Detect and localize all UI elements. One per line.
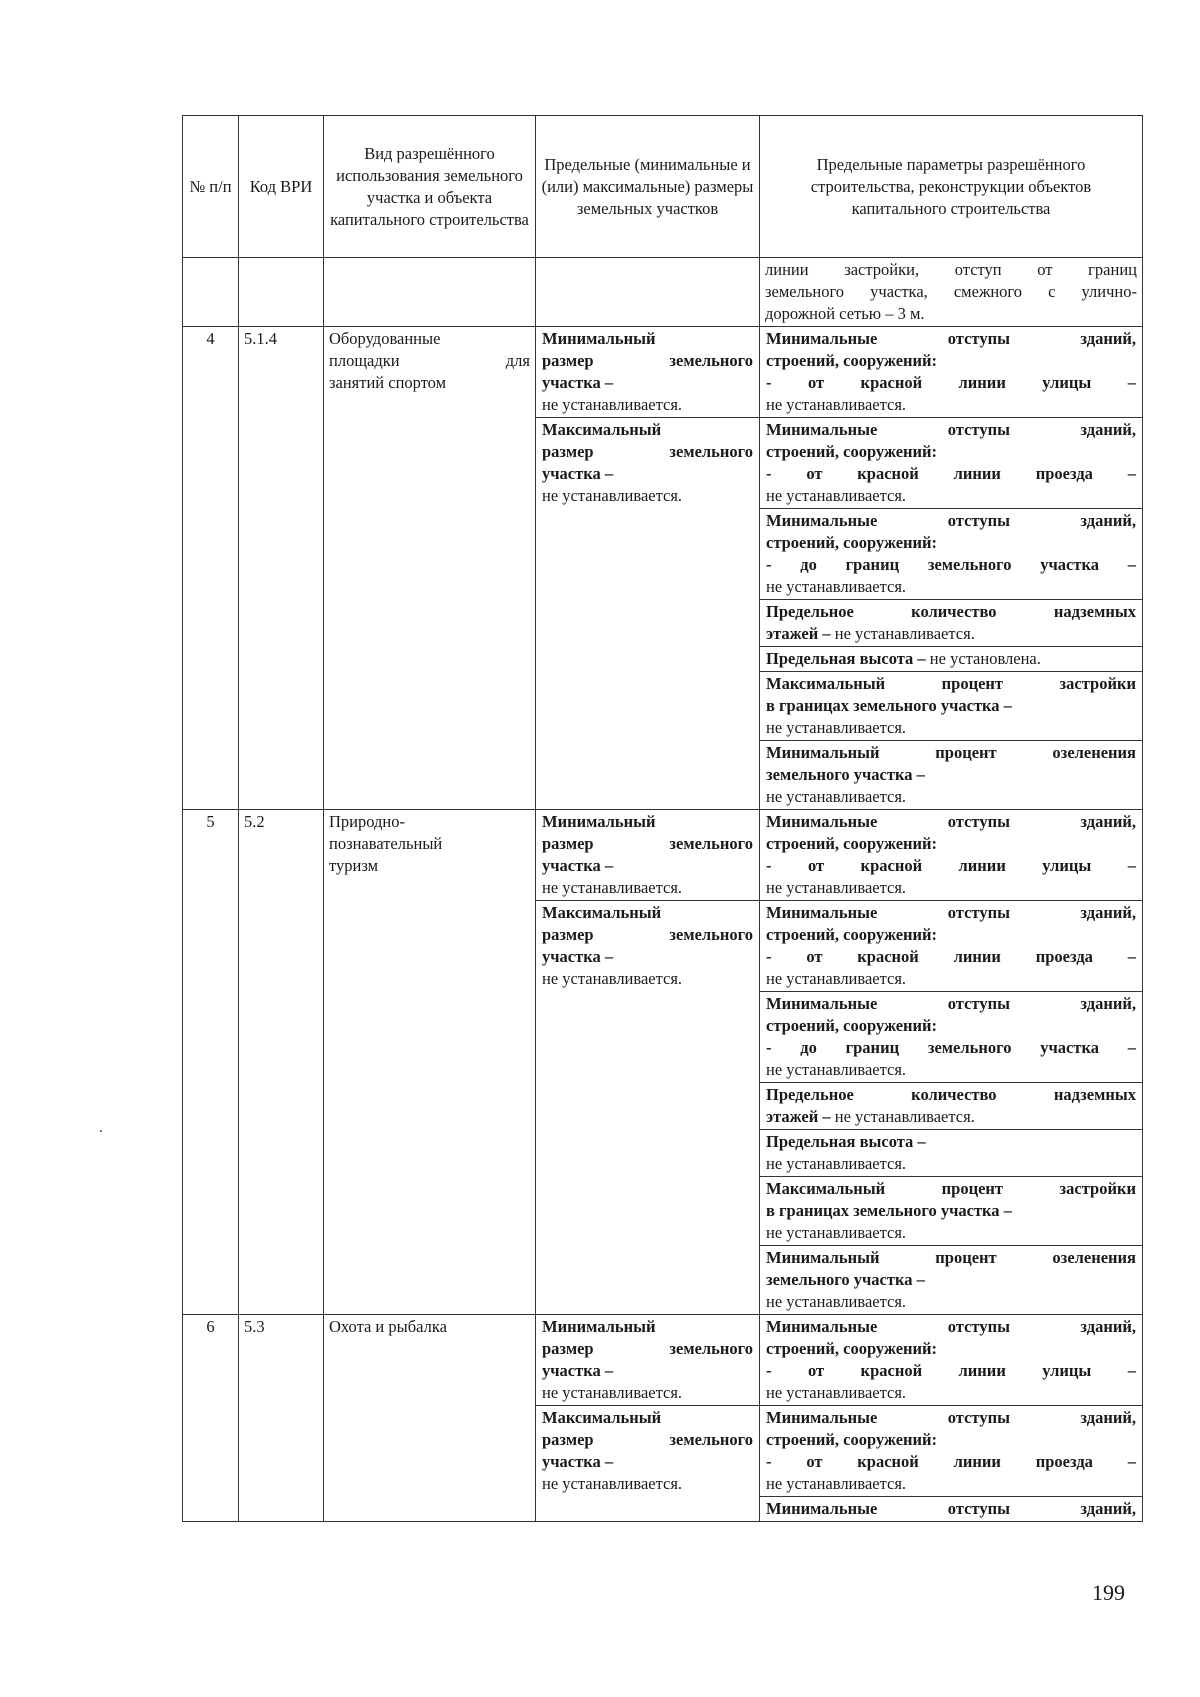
min-size-block: Минимальный размер земельного участка – не устанавливается. <box>536 1315 759 1406</box>
floors-block: Предельное количество надземных этажей – не устанавливается. <box>760 600 1142 647</box>
row-build-params <box>760 1315 1143 1522</box>
height-block: Предельная высота – не устанавливается. <box>760 1130 1142 1177</box>
header-use-type: Вид разрешённого использования земельного участка и объекта капитального строительства <box>324 116 536 258</box>
build-percent-block: Максимальный процент застройки в границах земельного участка – не устанавливается. <box>760 1177 1142 1246</box>
setback-passage-block: Минимальные отступы зданий, строений, сооружений: - от красной линии проезда – не устанавливается. <box>760 901 1142 992</box>
continuation-cell: линии застройки, отступ от границ земельного участка, смежного с улично- дорожной сетью – 3 м. <box>760 258 1143 327</box>
setback-borders-block: Минимальные отступы зданий, <box>766 1499 1136 1518</box>
table-row <box>183 1315 1143 1522</box>
setback-street-block: Минимальные отступы зданий, строений, сооружений: - от красной линии улицы – не устанавливается. <box>760 1315 1142 1406</box>
row-use-type: Охота и рыбалка <box>324 1315 536 1522</box>
row-plot-sizes <box>536 327 760 810</box>
row-plot-sizes <box>536 810 760 1315</box>
row-number: 4 <box>183 327 239 810</box>
regulations-table <box>182 115 1143 1522</box>
row-use-type: Природно- познавательный туризм <box>324 810 536 1315</box>
row-build-params <box>760 327 1143 810</box>
row-plot-sizes <box>536 1315 760 1522</box>
row-number: 6 <box>183 1315 239 1522</box>
setback-passage-block: Минимальные отступы зданий, строений, сооружений: - от красной линии проезда – не устанавливается. <box>760 418 1142 509</box>
build-percent-block: Максимальный процент застройки в границах земельного участка – не устанавливается. <box>760 672 1142 741</box>
header-number: № п/п <box>183 116 239 258</box>
max-size-block: Максимальный размер земельного участка – не устанавливается. <box>542 420 753 505</box>
setback-borders-block: Минимальные отступы зданий, строений, сооружений: - до границ земельного участка – не устанавливается. <box>760 509 1142 600</box>
setback-street-block: Минимальные отступы зданий, строений, сооружений: - от красной линии улицы – не устанавливается. <box>760 327 1142 418</box>
table-row <box>183 327 1143 810</box>
header-code: Код ВРИ <box>239 116 324 258</box>
header-build-params: Предельные параметры разрешённого строительства, реконструкции объектов капитального строительства <box>760 116 1143 258</box>
min-size-block: Минимальный размер земельного участка – не устанавливается. <box>536 327 759 418</box>
green-percent-block: Минимальный процент озеленения земельного участка – не устанавливается. <box>766 1248 1136 1311</box>
scan-speck <box>100 1130 102 1132</box>
row-code: 5.3 <box>239 1315 324 1522</box>
max-size-block: Максимальный размер земельного участка – не устанавливается. <box>542 903 753 988</box>
table-row <box>183 258 1143 327</box>
header-plot-sizes: Предельные (минимальные и (или) максимальные) размеры земельных участков <box>536 116 760 258</box>
floors-block: Предельное количество надземных этажей – не устанавливается. <box>760 1083 1142 1130</box>
row-build-params <box>760 810 1143 1315</box>
min-size-block: Минимальный размер земельного участка – не устанавливается. <box>536 810 759 901</box>
row-number: 5 <box>183 810 239 1315</box>
setback-passage-block: Минимальные отступы зданий, строений, сооружений: - от красной линии проезда – не устанавливается. <box>760 1406 1142 1497</box>
height-block: Предельная высота – не установлена. <box>760 647 1142 672</box>
document-page <box>182 115 1142 1522</box>
row-code: 5.1.4 <box>239 327 324 810</box>
row-use-type: Оборудованные площадки для занятий спортом <box>324 327 536 810</box>
setback-borders-block: Минимальные отступы зданий, строений, сооружений: - до границ земельного участка – не устанавливается. <box>760 992 1142 1083</box>
table-row <box>183 810 1143 1315</box>
page-number: 199 <box>1092 1580 1125 1605</box>
max-size-block: Максимальный размер земельного участка – не устанавливается. <box>542 1408 753 1493</box>
setback-street-block: Минимальные отступы зданий, строений, сооружений: - от красной линии улицы – не устанавливается. <box>760 810 1142 901</box>
table-header-row <box>183 116 1143 258</box>
green-percent-block: Минимальный процент озеленения земельного участка – не устанавливается. <box>766 743 1136 806</box>
row-code: 5.2 <box>239 810 324 1315</box>
